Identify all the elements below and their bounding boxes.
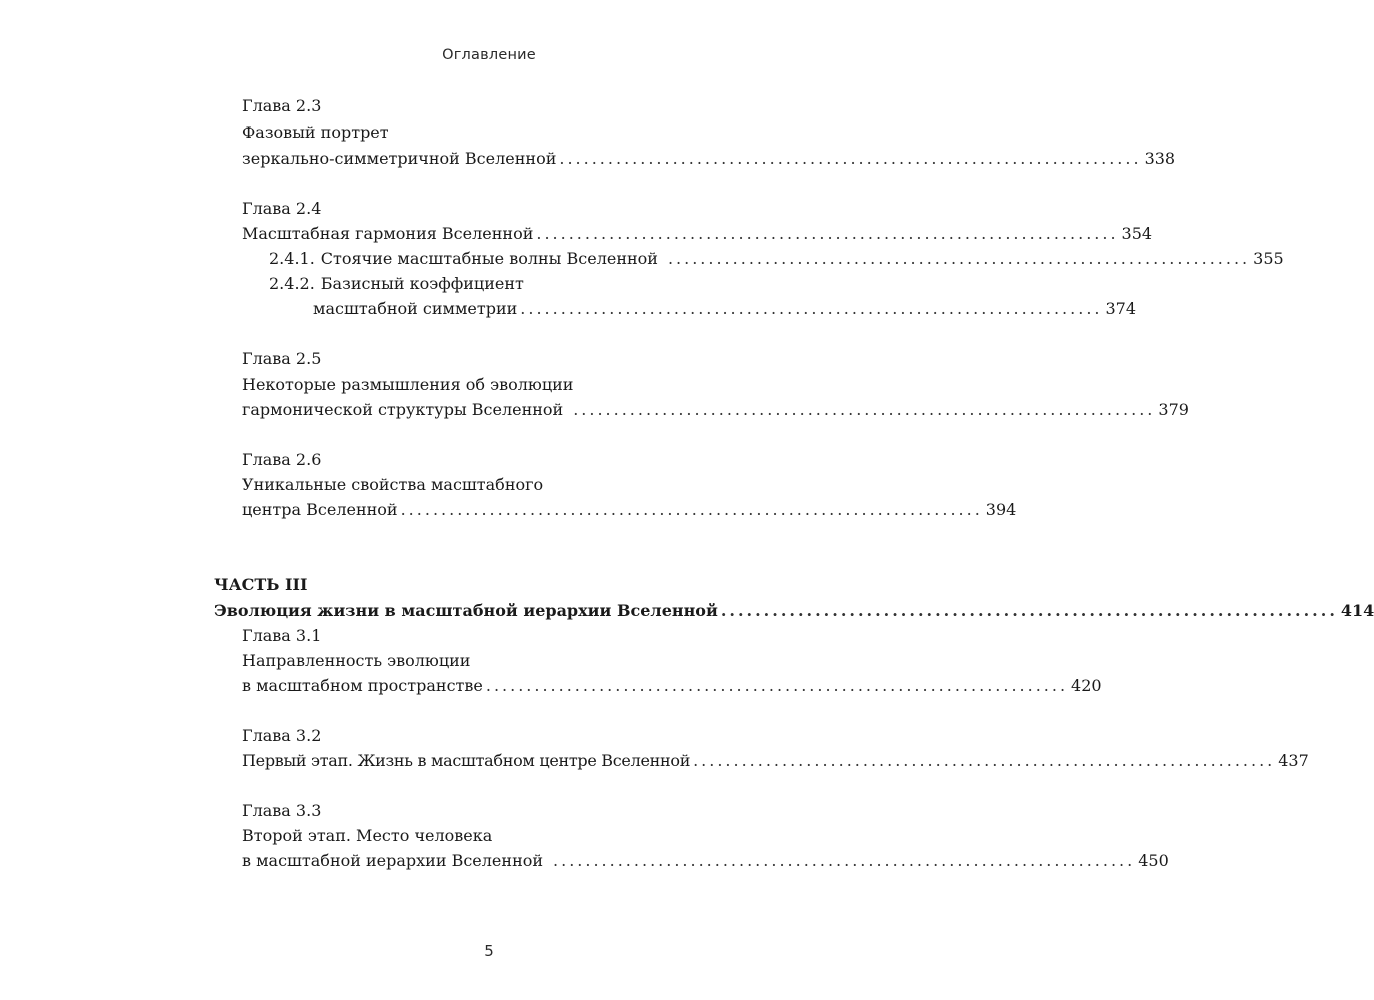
toc-page-number: 420	[1071, 676, 1102, 695]
toc-chapter-label-text: Глава 3.2	[242, 726, 322, 745]
toc-chapter-label-text: Глава 2.5	[242, 349, 322, 368]
toc-chapter-title-text: Направленность эволюции	[242, 651, 471, 670]
toc-page-number: 354	[1121, 224, 1153, 243]
toc-chapter-title-text: Уникальные свойства масштабного	[242, 475, 544, 494]
toc-chapter-title-text: Некоторые размышления об эволюции	[242, 375, 574, 394]
toc-page-number: 338	[1144, 149, 1176, 168]
toc-part-entry[interactable]	[214, 598, 1374, 624]
toc-entry[interactable]	[242, 748, 1309, 774]
toc-chapter-label	[242, 623, 321, 649]
dot-leader: ........................................................................	[485, 676, 1069, 695]
toc-section-title: Базисный коэффициент	[320, 274, 524, 293]
toc-chapter-label	[242, 798, 321, 824]
toc-chapter-label-text: Глава 2.6	[242, 450, 322, 469]
toc-entry[interactable]	[242, 397, 1189, 423]
toc-chapter-label	[242, 93, 321, 119]
toc-chapter-label-text: Глава 2.4	[242, 199, 322, 218]
toc-entry[interactable]	[242, 146, 1176, 172]
toc-chapter-title-line	[242, 372, 573, 398]
toc-chapter-label	[242, 447, 321, 473]
dot-leader: ........................................................................	[573, 400, 1156, 419]
dot-leader: ........................................................................	[520, 299, 1103, 318]
toc-chapter-title-line	[242, 648, 470, 674]
toc-chapter-label	[242, 723, 321, 749]
toc-chapter-label-text: Глава 3.3	[242, 801, 322, 820]
toc-chapter-label	[242, 196, 321, 222]
toc-entry[interactable]	[242, 673, 1102, 699]
toc-chapter-title-text: Второй этап. Место человека	[242, 826, 493, 845]
toc-entry-title: зеркально-симметричной Вселенной	[242, 149, 557, 168]
toc-chapter-label	[242, 346, 321, 372]
toc-page-number: 450	[1138, 851, 1169, 870]
toc-page-number: 414	[1340, 601, 1374, 620]
dot-leader: ........................................................................	[667, 249, 1251, 268]
toc-entry-title: Масштабная гармония Вселенной	[242, 224, 534, 243]
toc-chapter-title-line	[242, 472, 543, 498]
dot-leader: ........................................................................	[400, 500, 983, 519]
toc-page-number: 437	[1278, 751, 1309, 770]
toc-chapter-title-line	[242, 823, 492, 849]
toc-part-title: Эволюция жизни в масштабной иерархии Вселенной	[214, 601, 718, 620]
toc-entry-title: в масштабном пространстве	[242, 676, 483, 695]
toc-chapter-title-line	[242, 120, 389, 146]
toc-entry-title: гармонической структуры Вселенной	[242, 400, 564, 419]
toc-entry-title: центра Вселенной	[242, 500, 398, 519]
toc-entry[interactable]	[242, 497, 1017, 523]
dot-leader: ........................................................................	[536, 224, 1119, 243]
toc-chapter-label-text: Глава 2.3	[242, 96, 322, 115]
dot-leader: ........................................................................	[693, 751, 1276, 770]
toc-page-number: 379	[1158, 400, 1189, 419]
toc-section-title: масштабной симметрии	[313, 299, 518, 318]
toc-part-label	[214, 572, 308, 598]
toc-section-number: 2.4.1.	[269, 249, 315, 268]
toc-entry-title: в масштабной иерархии Вселенной	[242, 851, 544, 870]
dot-leader: ........................................................................	[559, 149, 1142, 168]
toc-section-entry[interactable]	[313, 296, 1137, 322]
toc-section-number: 2.4.2.	[269, 274, 315, 293]
toc-chapter-label-text: Глава 3.1	[242, 626, 322, 645]
toc-section-title-line	[269, 271, 524, 297]
toc-page-number: 374	[1105, 299, 1137, 318]
toc-entry-title: Первый этап. Жизнь в масштабном центре Вселенной	[242, 751, 691, 770]
toc-page-number: 355	[1253, 249, 1284, 268]
toc-entry[interactable]	[242, 221, 1153, 247]
dot-leader: ........................................................................	[553, 851, 1136, 870]
toc-section-title: Стоячие масштабные волны Вселенной	[320, 249, 658, 268]
dot-leader: ........................................................................	[720, 601, 1338, 620]
toc-part-label-text: ЧАСТЬ III	[214, 575, 308, 594]
toc-page-number: 394	[985, 500, 1017, 519]
toc-chapter-title-text: Фазовый портрет	[242, 123, 389, 142]
page-number: 5	[484, 942, 494, 960]
toc-section-entry[interactable]	[269, 246, 1284, 272]
toc-entry[interactable]	[242, 848, 1169, 874]
running-head: Оглавление	[442, 47, 536, 63]
